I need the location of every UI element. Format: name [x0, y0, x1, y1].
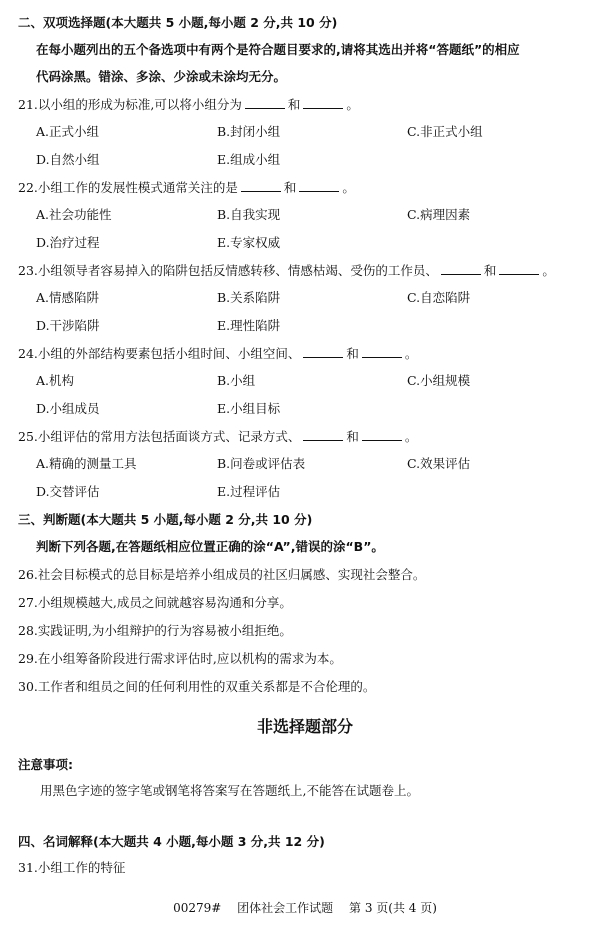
option-c: C.非正式小组: [407, 124, 483, 139]
judgment-item-29: 29.在小组筹备阶段进行需求评估时,应以机构的需求为本。: [18, 651, 342, 666]
judgment-item-26: 26.社会目标模式的总目标是培养小组成员的社区归属感、实现社会整合。: [18, 567, 426, 582]
option-d: D.干涉陷阱: [36, 318, 100, 333]
option-c: C.小组规模: [407, 373, 471, 388]
question-23-text: 23.小组领导者容易掉入的陷阱包括反情感转移、情感枯竭、受伤的工作员、: [18, 263, 438, 278]
judgment-item-30: 30.工作者和组员之间的任何利用性的双重关系都是不合伦理的。: [18, 679, 376, 694]
section2-instruction-line2: 代码涂黑。错涂、多涂、少涂或未涂均无分。: [36, 69, 287, 84]
option-b: B.关系陷阱: [217, 290, 281, 305]
footer-code: 00279#: [173, 901, 222, 915]
question-22-and: 和: [283, 180, 297, 195]
term-item-31: 31.小组工作的特征: [18, 860, 126, 875]
judgment-item-27: 27.小组规模越大,成员之间就越容易沟通和分享。: [18, 595, 292, 610]
question-22: [18, 178, 610, 198]
question-25-end: 。: [404, 429, 418, 444]
section2-instruction-line1: 在每小题列出的五个备选项中有两个是符合题目要求的,请将其选出并将“答题纸”的相应: [36, 42, 520, 57]
option-d: D.自然小组: [36, 152, 100, 167]
option-b: B.自我实现: [217, 207, 281, 222]
notice-label: 注意事项:: [18, 757, 73, 772]
question-22-end: 。: [342, 180, 355, 195]
question-21-options-row1: [0, 122, 610, 142]
option-b: B.小组: [217, 373, 256, 388]
option-d: D.小组成员: [36, 401, 100, 416]
option-e: E.组成小组: [217, 152, 281, 167]
question-24-and: 和: [346, 346, 359, 361]
question-23-options-row2: [0, 316, 610, 336]
answer-blank: [303, 96, 343, 109]
answer-blank: [241, 179, 281, 192]
option-c: C.效果评估: [407, 456, 471, 471]
question-21-and: 和: [287, 97, 301, 112]
option-a: A.社会功能性: [36, 207, 112, 222]
question-23-and: 和: [483, 263, 497, 278]
option-e: E.过程评估: [217, 484, 281, 499]
question-22-options-row2: [0, 233, 610, 253]
option-e: E.小组目标: [217, 401, 281, 416]
answer-blank: [362, 345, 402, 358]
option-a: A.情感陷阱: [36, 290, 100, 305]
question-22-text: 22.小组工作的发展性模式通常关注的是: [18, 180, 238, 195]
question-24-end: 。: [404, 346, 418, 361]
judgment-item-28: 28.实践证明,为小组辩护的行为容易被小组拒绝。: [18, 623, 292, 638]
answer-blank: [303, 428, 343, 441]
answer-blank: [499, 262, 539, 275]
answer-blank: [362, 428, 402, 441]
notice-text: 用黑色字迹的签字笔或钢笔将答案写在答题纸上,不能答在试题卷上。: [40, 783, 419, 798]
answer-blank: [441, 262, 481, 275]
option-b: B.封闭小组: [217, 124, 281, 139]
question-24-text: 24.小组的外部结构要素包括小组时间、小组空间、: [18, 346, 301, 361]
question-25-text: 25.小组评估的常用方法包括面谈方式、记录方式、: [18, 429, 301, 444]
question-25-options-row2: [0, 482, 610, 502]
section4-title: 四、名词解释(本大题共 4 小题,每小题 3 分,共 12 分): [18, 834, 325, 849]
question-25-options-row1: [0, 454, 610, 474]
question-21-end: 。: [346, 97, 359, 112]
question-21-options-row2: [0, 150, 610, 170]
question-23-end: 。: [542, 263, 555, 278]
question-25: [18, 427, 610, 447]
answer-blank: [303, 345, 343, 358]
option-a: A.正式小组: [36, 124, 100, 139]
section3-title: 三、判断题(本大题共 5 小题,每小题 2 分,共 10 分): [18, 512, 313, 527]
question-21-text: 21.以小组的形成为标准,可以将小组分为: [18, 97, 242, 112]
answer-blank: [245, 96, 285, 109]
option-c: C.病理因素: [407, 207, 471, 222]
option-c: C.自恋陷阱: [407, 290, 471, 305]
question-24: [18, 344, 610, 364]
option-a: A.精确的测量工具: [36, 456, 137, 471]
option-e: E.理性陷阱: [217, 318, 281, 333]
footer-page: 第 3 页(共 4 页): [349, 901, 437, 915]
footer-subject: 团体社会工作试题: [237, 901, 334, 915]
option-d: D.交替评估: [36, 484, 100, 499]
part2-title: 非选择题部分: [256, 717, 353, 736]
option-e: E.专家权威: [217, 235, 281, 250]
question-21: [18, 95, 610, 115]
section3-instruction: 判断下列各题,在答题纸相应位置正确的涂“A”,错误的涂“B”。: [36, 539, 384, 554]
answer-blank: [299, 179, 339, 192]
question-23-options-row1: [0, 288, 610, 308]
option-a: A.机构: [36, 373, 75, 388]
question-22-options-row1: [0, 205, 610, 225]
option-d: D.治疗过程: [36, 235, 100, 250]
page-footer: [0, 899, 610, 916]
question-25-and: 和: [346, 429, 359, 444]
option-b: B.问卷或评估表: [217, 456, 306, 471]
section2-title: 二、双项选择题(本大题共 5 小题,每小题 2 分,共 10 分): [18, 15, 338, 30]
question-24-options-row1: [0, 371, 610, 391]
question-24-options-row2: [0, 399, 610, 419]
question-23: [18, 261, 610, 281]
